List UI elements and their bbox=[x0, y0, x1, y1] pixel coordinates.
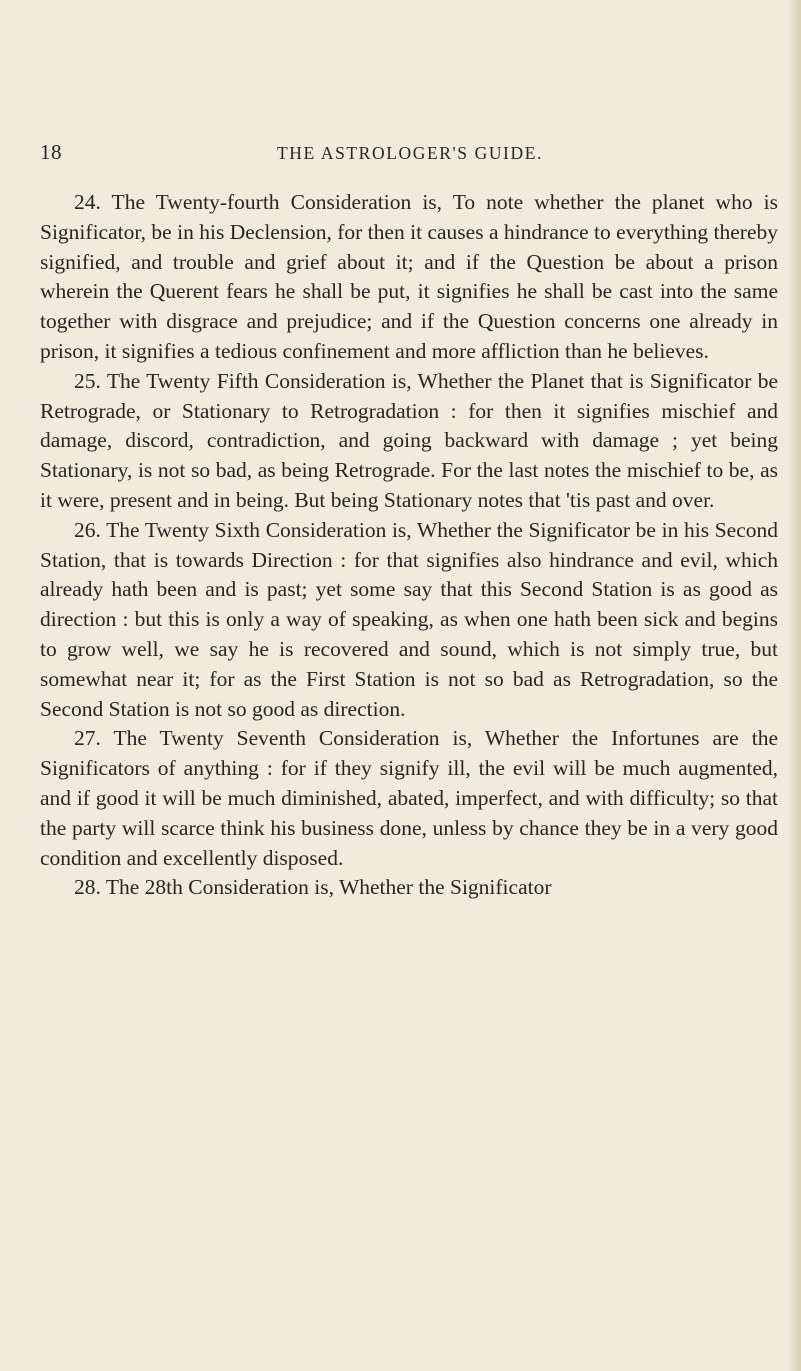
page-number: 18 bbox=[40, 140, 62, 164]
page-header bbox=[40, 140, 780, 172]
paragraph-25: 25. The Twenty Fifth Consideration is, Whether the Planet that is Significator be Retrograde, or Stationary to Retrogradation : for then it signifies mischief and damage, discord, contradiction, and going backward with damage ; yet being Stationary, is not so bad, as being Retrograde. For the last notes the mischief to be, as it were, present and in being. But being Stationary notes that 'tis past and over. bbox=[40, 368, 778, 512]
body-text bbox=[40, 188, 778, 903]
paragraph-26: 26. The Twenty Sixth Consideration is, Whether the Significator be in his Second Station, that is towards Direction : for that signifies also hindrance and evil, which already hath been and is past; yet some say that this Second Station is as good as direction : but this is only a way of speaking, as when one hath been sick and begins to grow well, we say he is recovered and sound, which is not simply true, but somewhat near it; for as the First Station is not so bad as Retrogradation, so the Second Station is not so good as direction. bbox=[40, 517, 778, 721]
paragraph-28: 28. The 28th Consideration is, Whether the Significator bbox=[74, 875, 552, 900]
running-head: THE ASTROLOGER'S GUIDE. bbox=[277, 143, 543, 163]
paragraph-24: 24. The Twenty-fourth Consideration is, To note whether the planet who is Significator, be in his Declension, for then it causes a hindrance to everything thereby signified, and trouble and grief about it; and if the Question be about a prison wherein the Querent fears he shall be put, it signifies he shall be cast into the same together with disgrace and prejudice; and if the Question concerns one already in prison, it signifies a tedious confinement and more affliction than he believes. bbox=[40, 190, 778, 363]
paragraph-27: 27. The Twenty Seventh Consideration is, Whether the Infortunes are the Significators of anything : for if they signify ill, the evil will be much augmented, and if good it will be much diminished, abated, imperfect, and with difficulty; so that the party will scarce think his business done, unless by chance they be in a very good condition and excellently disposed. bbox=[40, 726, 778, 870]
page-edge-shadow bbox=[787, 0, 801, 1371]
